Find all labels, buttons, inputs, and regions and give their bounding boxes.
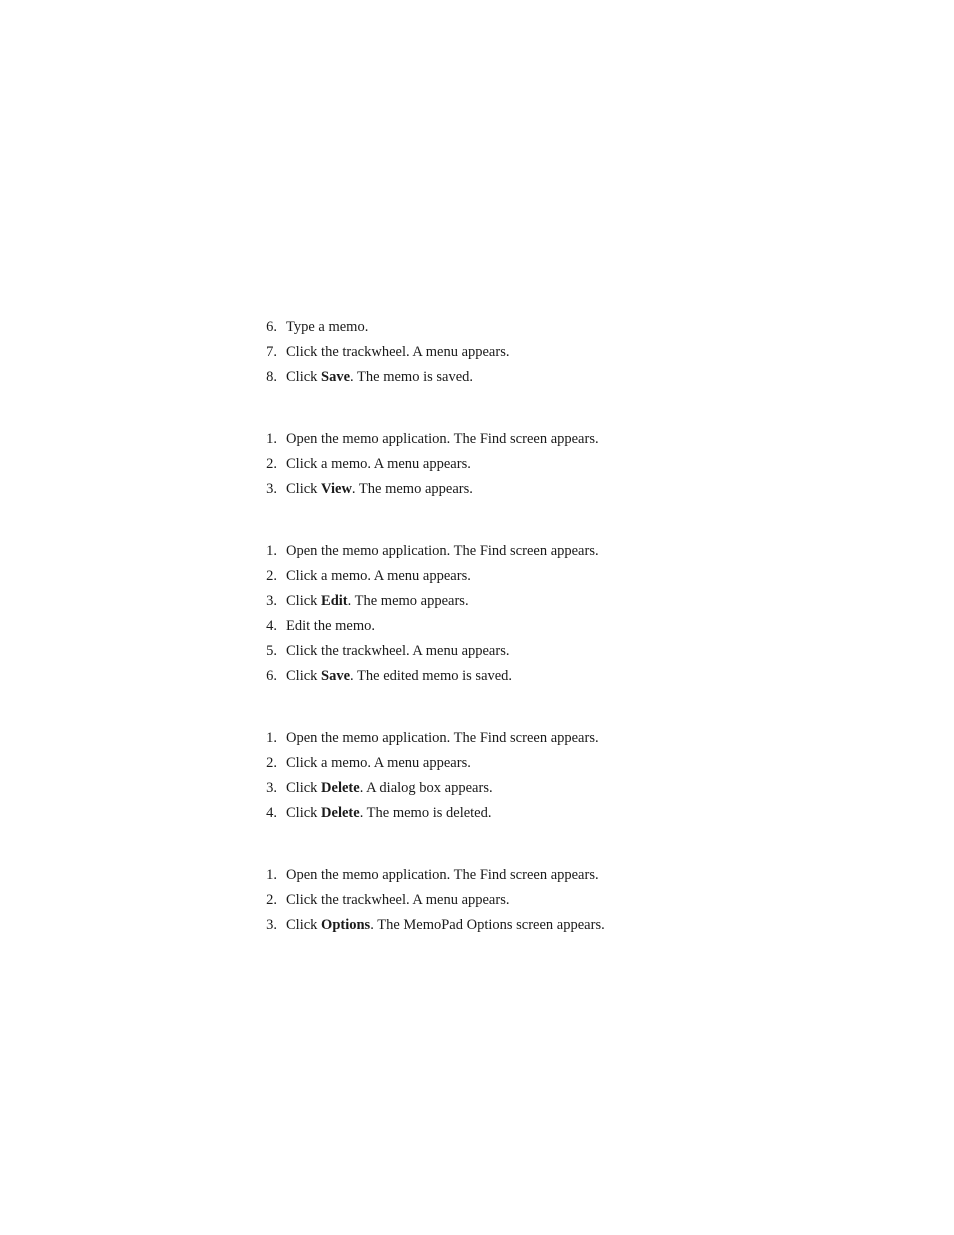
list-item (258, 776, 858, 801)
step-number: 2. (266, 892, 277, 908)
step-text: Click Edit. The memo appears. (286, 593, 469, 609)
step-number: 7. (266, 344, 277, 360)
ui-term-delete: Delete (321, 780, 360, 796)
list-item (258, 539, 858, 564)
list-item (258, 664, 858, 689)
steps-list-delete-memo (258, 726, 858, 826)
step-number: 8. (266, 369, 277, 385)
list-item (258, 564, 858, 589)
step-text: Click Delete. A dialog box appears. (286, 780, 493, 796)
steps-list-edit-memo (258, 539, 858, 689)
step-text: Click a memo. A menu appears. (286, 456, 471, 472)
list-item (258, 751, 858, 776)
ui-term-delete: Delete (321, 805, 360, 821)
step-number: 3. (266, 481, 277, 497)
step-text: Click the trackwheel. A menu appears. (286, 892, 510, 908)
list-item (258, 801, 858, 826)
step-number: 5. (266, 643, 277, 659)
steps-list-memo-options (258, 863, 858, 938)
ui-term-options: Options (321, 917, 371, 933)
step-number: 1. (266, 867, 277, 883)
step-text: Open the memo application. The Find screen appears. (286, 867, 599, 883)
step-number: 3. (266, 917, 277, 933)
step-number: 1. (266, 730, 277, 746)
step-text: Click a memo. A menu appears. (286, 568, 471, 584)
list-item (258, 340, 858, 365)
step-text: Click a memo. A menu appears. (286, 755, 471, 771)
list-item (258, 863, 858, 888)
ui-term-save: Save (321, 369, 351, 385)
step-number: 1. (266, 431, 277, 447)
step-text: Open the memo application. The Find screen appears. (286, 543, 599, 559)
list-item (258, 614, 858, 639)
step-text: Click Save. The memo is saved. (286, 369, 474, 385)
step-number: 4. (266, 618, 277, 634)
step-number: 6. (266, 319, 277, 335)
step-text: Click the trackwheel. A menu appears. (286, 344, 510, 360)
step-text: Edit the memo. (286, 618, 375, 634)
step-text: Click Delete. The memo is deleted. (286, 805, 492, 821)
step-number: 1. (266, 543, 277, 559)
list-item (258, 452, 858, 477)
list-item (258, 639, 858, 664)
steps-list-save-memo (258, 315, 858, 390)
list-item (258, 589, 858, 614)
step-text: Click Options. The MemoPad Options screen appears. (286, 917, 605, 933)
ui-term-save: Save (321, 668, 351, 684)
step-number: 3. (266, 780, 277, 796)
step-number: 2. (266, 456, 277, 472)
step-text: Open the memo application. The Find screen appears. (286, 730, 599, 746)
step-number: 2. (266, 755, 277, 771)
step-text: Open the memo application. The Find screen appears. (286, 431, 599, 447)
step-text: Click the trackwheel. A menu appears. (286, 643, 510, 659)
list-item (258, 315, 858, 340)
step-number: 2. (266, 568, 277, 584)
list-item (258, 888, 858, 913)
step-number: 6. (266, 668, 277, 684)
steps-list-view-memo (258, 427, 858, 502)
list-item (258, 726, 858, 751)
list-item (258, 477, 858, 502)
step-text: Click View. The memo appears. (286, 481, 473, 497)
step-text: Type a memo. (286, 319, 369, 335)
list-item (258, 913, 858, 938)
list-item (258, 427, 858, 452)
ui-term-edit: Edit (321, 593, 348, 609)
ui-term-view: View (321, 481, 352, 497)
step-number: 4. (266, 805, 277, 821)
list-item (258, 365, 858, 390)
step-number: 3. (266, 593, 277, 609)
step-text: Click Save. The edited memo is saved. (286, 668, 513, 684)
